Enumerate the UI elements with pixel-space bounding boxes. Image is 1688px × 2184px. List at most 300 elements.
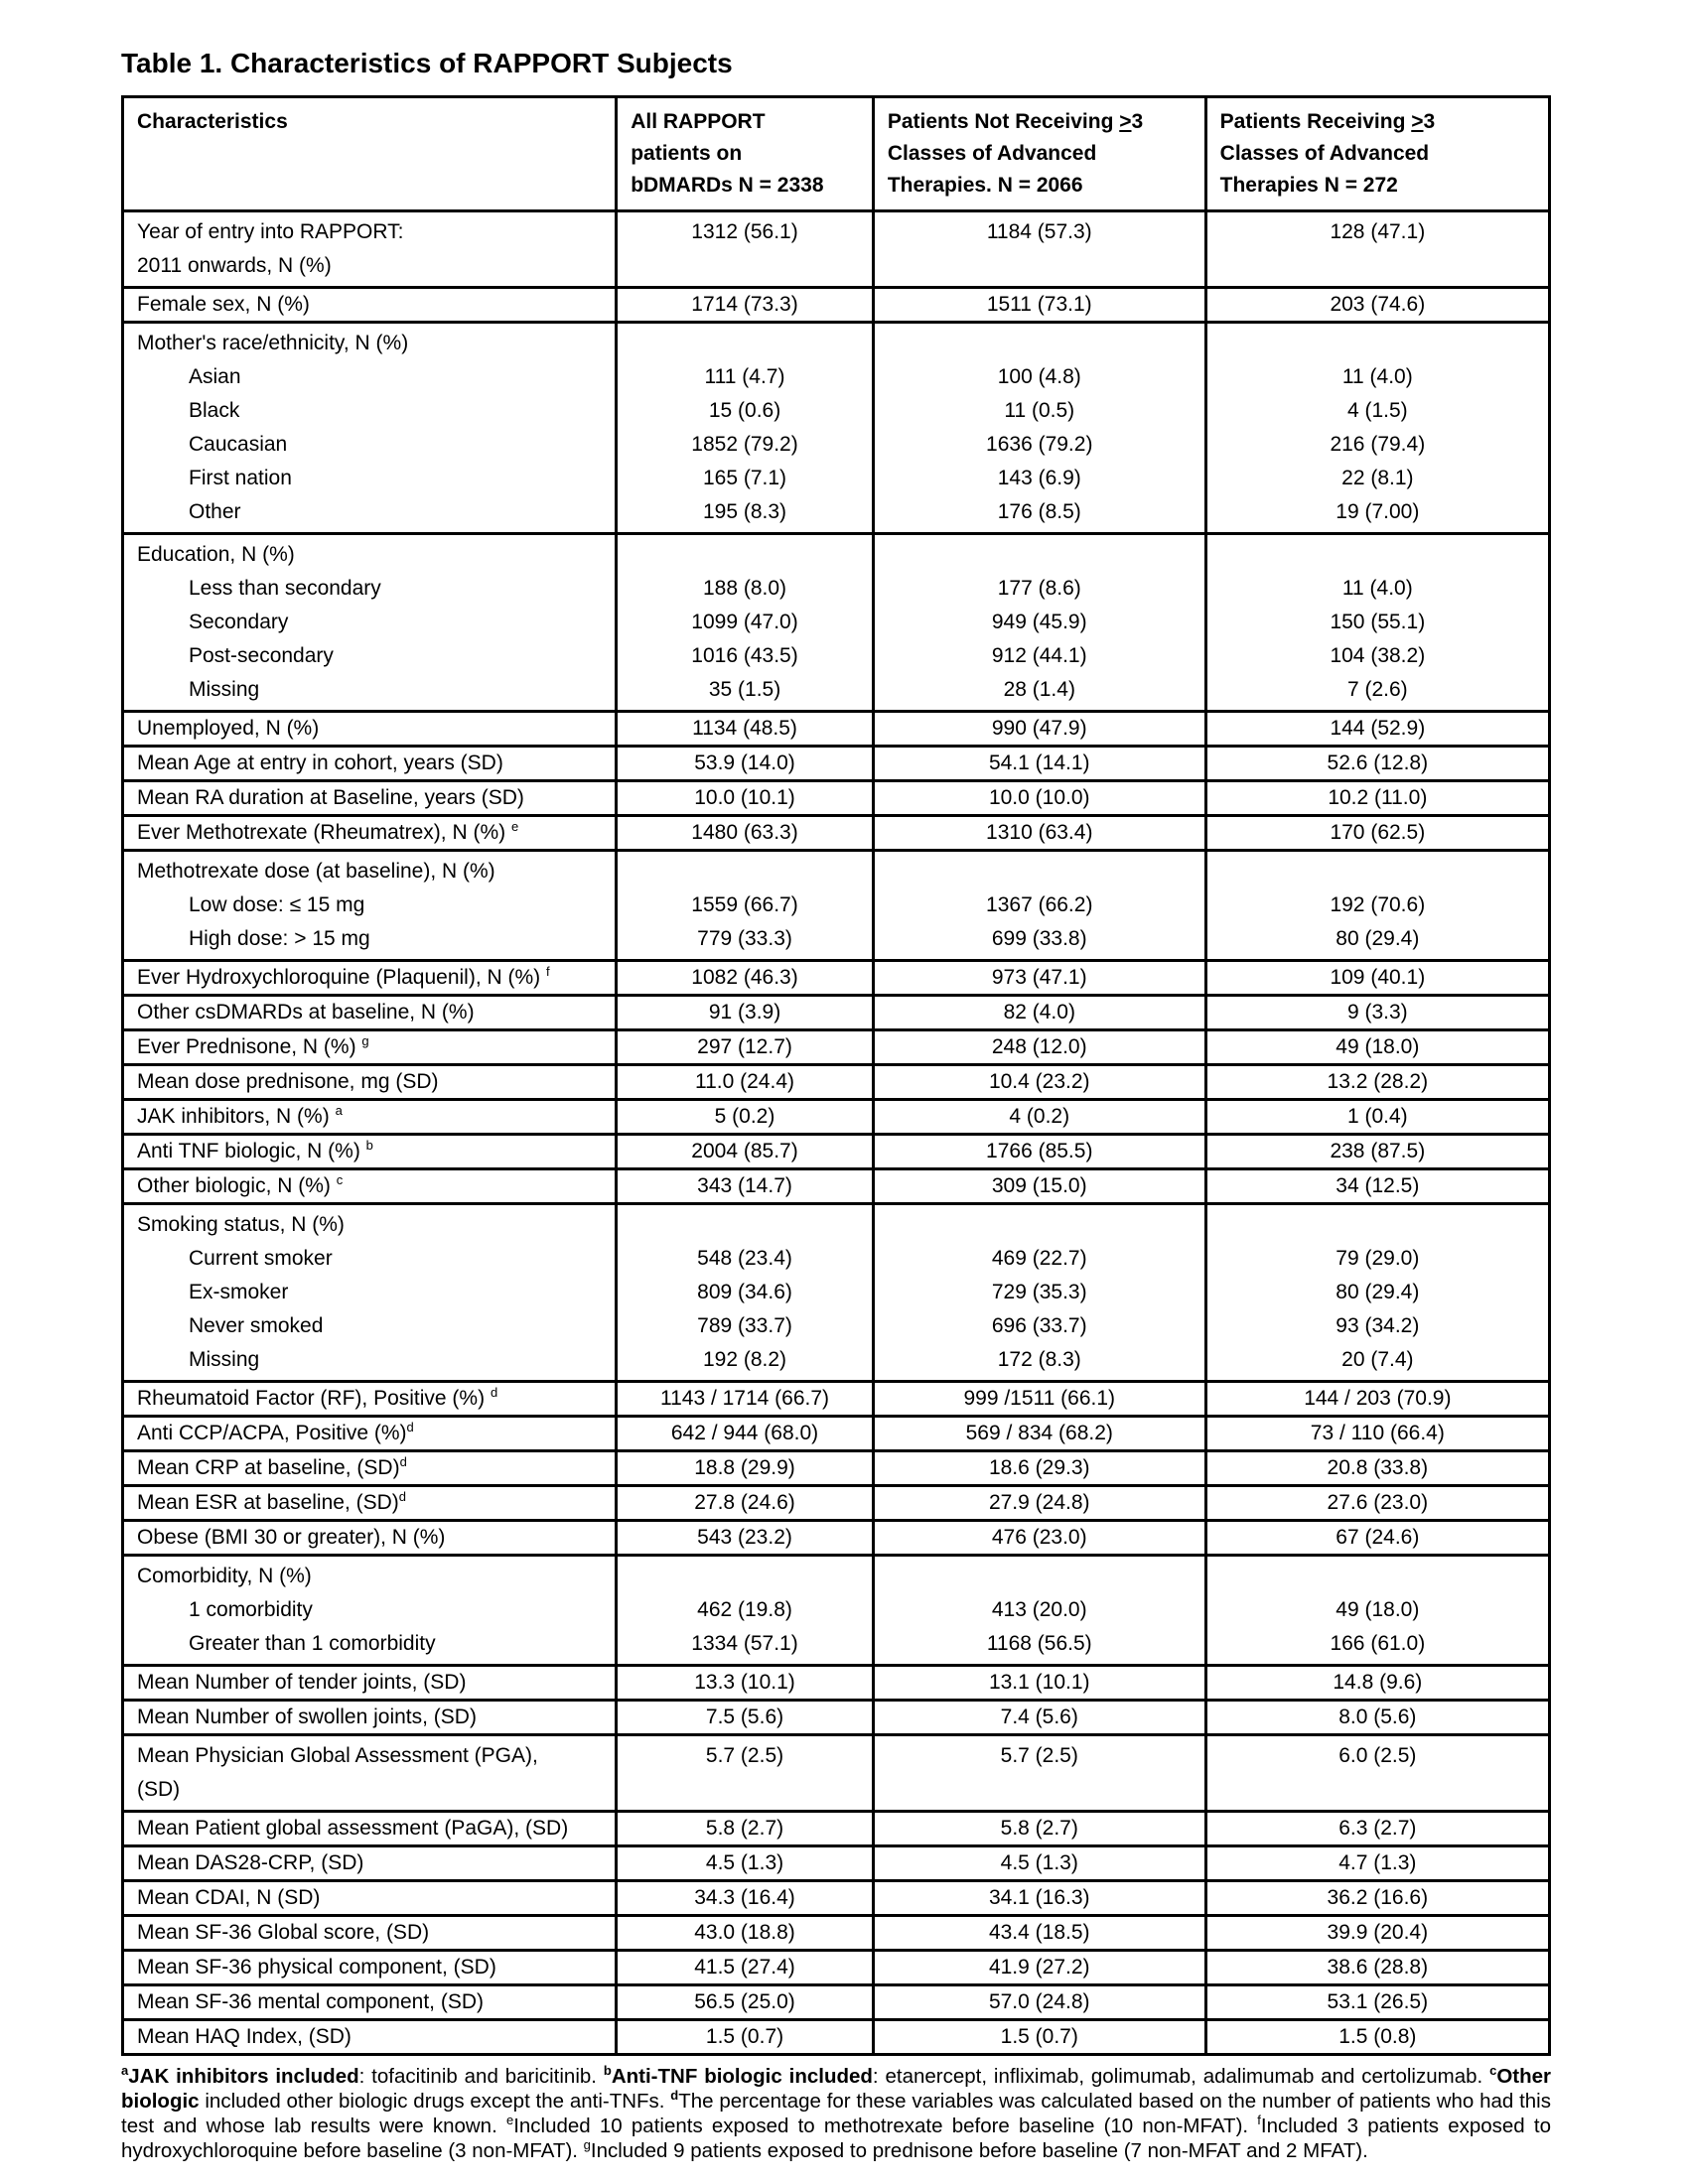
table-row [123,1065,1550,1100]
sub-item-label: Ex-smoker [189,1281,289,1303]
value-line: 111 (4.7) [704,365,785,388]
row-label: Mean SF-36 physical component, (SD) [123,1951,617,1985]
table-row [123,781,1550,816]
footnote-marker: f [546,964,550,979]
value-cell [617,323,874,534]
value-cell: 43.4 (18.5) [873,1916,1205,1951]
value-cell [617,1204,874,1382]
footnote-marker: a [121,2063,129,2079]
group-label: Smoking status, N (%) [137,1213,345,1236]
table-row [123,1812,1550,1846]
value-cell [873,851,1205,961]
group-label-cell [123,1204,617,1382]
value-cell: 1 (0.4) [1205,1100,1549,1135]
row-label-line: Year of entry into RAPPORT: [137,220,404,243]
value-cell [1205,1556,1549,1666]
value-cell [617,851,874,961]
value-cell: 1.5 (0.7) [873,2020,1205,2055]
value-cell: 10.0 (10.0) [873,781,1205,816]
value-line-blank [624,327,866,360]
value-line: 19 (7.00) [1336,500,1420,523]
value-line: 166 (61.0) [1330,1632,1426,1655]
row-label: Mean Age at entry in cohort, years (SD) [123,747,617,781]
value-cell: 170 (62.5) [1205,816,1549,851]
footnote-marker: c [1489,2063,1497,2079]
value-cell: 41.9 (27.2) [873,1951,1205,1985]
value-cell [1205,1735,1549,1812]
value-line: 779 (33.3) [697,927,792,950]
value-line: 11 (4.0) [1341,365,1413,388]
value-line-blank [624,1208,866,1242]
sub-item-label: Low dose: ≤ 15 mg [189,893,365,916]
value-cell: 5.8 (2.7) [873,1812,1205,1846]
row-label: Mean CRP at baseline, (SD)$^d$ [123,1451,617,1486]
row-label: Mean SF-36 Global score, (SD) [123,1916,617,1951]
footnote-bold: Anti-TNF biologic included [611,2065,873,2088]
table-row [123,288,1550,323]
value-cell: 309 (15.0) [873,1169,1205,1204]
column-header-line: Therapies. N = 2066 [887,174,1083,197]
group-label: Comorbidity, N (%) [137,1565,312,1587]
table-row [123,1486,1550,1521]
value-line: 5.7 (2.5) [1000,1744,1078,1767]
footnote-text: Included 3 patients exposed to hydroxychloroquine before baseline (3 non-MFAT). [121,2115,1551,2162]
value-line: 6.0 (2.5) [1338,1744,1417,1767]
value-cell: 4.5 (1.3) [873,1846,1205,1881]
table-row [123,747,1550,781]
table-row [123,1556,1550,1666]
footnote-marker: d [490,1385,498,1400]
sub-item-label: Greater than 1 comorbidity [189,1632,436,1655]
value-line: 1312 (56.1) [691,220,798,243]
value-line: 93 (34.2) [1336,1314,1420,1337]
value-cell: 7.4 (5.6) [873,1701,1205,1735]
value-cell: 13.2 (28.2) [1205,1065,1549,1100]
table-row [123,1100,1550,1135]
row-label: Mean SF-36 mental component, (SD) [123,1985,617,2020]
table-row [123,961,1550,996]
value-cell: 54.1 (14.1) [873,747,1205,781]
footnote-marker: b [365,1138,373,1153]
column-header-line: Patients Not Receiving >3 [887,110,1144,133]
value-line: 1367 (66.2) [986,893,1093,916]
table-row [123,1169,1550,1204]
row-label: Mean ESR at baseline, (SD)$^d$ [123,1486,617,1521]
value-cell [873,1204,1205,1382]
row-label-line: (SD) [137,1778,181,1801]
value-cell: 34.3 (16.4) [617,1881,874,1916]
value-cell: 9 (3.3) [1205,996,1549,1030]
value-cell: 38.6 (28.8) [1205,1951,1549,1985]
value-cell: 39.9 (20.4) [1205,1916,1549,1951]
value-line: 143 (6.9) [997,467,1081,489]
value-cell: 27.8 (24.6) [617,1486,874,1521]
value-line-blank [881,538,1198,572]
value-cell [873,534,1205,712]
value-line: 165 (7.1) [702,467,787,489]
value-line: 104 (38.2) [1330,644,1426,667]
value-cell: 5.8 (2.7) [617,1812,874,1846]
table-row [123,1881,1550,1916]
row-label: Rheumatoid Factor (RF), Positive (%) $^d$ [123,1382,617,1417]
value-line-blank [1213,1208,1542,1242]
value-line-blank [1213,855,1542,888]
value-line-blank [881,1560,1198,1593]
row-label: Anti CCP/ACPA, Positive (%)$^d$ [123,1417,617,1451]
column-header-line: Classes of Advanced [887,142,1097,165]
value-line: 35 (1.5) [708,678,781,701]
value-line: 177 (8.6) [997,577,1081,600]
value-cell: 34.1 (16.3) [873,1881,1205,1916]
row-label: Anti TNF biologic, N (%) $^b$ [123,1135,617,1169]
value-cell: 1.5 (0.7) [617,2020,874,2055]
value-cell: 18.8 (29.9) [617,1451,874,1486]
value-cell: 642 / 944 (68.0) [617,1417,874,1451]
value-line: 20 (7.4) [1341,1348,1414,1371]
page-title: Table 1. Characteristics of RAPPORT Subjects [121,48,733,78]
footnote-marker: d [406,1420,414,1434]
row-label: Mean Number of tender joints, (SD) [123,1666,617,1701]
value-line: 789 (33.7) [697,1314,792,1337]
row-label: Ever Hydroxychloroquine (Plaquenil), N (%) $^f$ [123,961,617,996]
value-line: 1559 (66.7) [691,893,798,916]
value-line-blank [1213,327,1542,360]
footnote-text: The percentage for these variables was calculated based on the number of patients who had this test and whose lab results were known. [121,2090,1551,2137]
table-row [123,534,1550,712]
value-cell: 4.5 (1.3) [617,1846,874,1881]
value-cell [873,323,1205,534]
value-cell: 1134 (48.5) [617,712,874,747]
table-row [123,712,1550,747]
value-line: 1184 (57.3) [986,220,1092,243]
value-line: 809 (34.6) [697,1281,792,1303]
row-label: Ever Prednisone, N (%) $^g$ [123,1030,617,1065]
value-cell [1205,851,1549,961]
footnote-marker: d [398,1489,407,1504]
value-line: 1334 (57.1) [691,1632,798,1655]
table-header [123,97,1550,211]
value-line: 11 (4.0) [1341,577,1413,600]
row-label: Mean Patient global assessment (PaGA), (SD) [123,1812,617,1846]
value-cell: 248 (12.0) [873,1030,1205,1065]
value-cell: 4.7 (1.3) [1205,1846,1549,1881]
value-cell: 7.5 (5.6) [617,1701,874,1735]
sub-item-label: Missing [189,678,260,701]
footnote-marker: e [505,2113,514,2128]
header-row [123,97,1550,211]
value-line: 548 (23.4) [697,1247,792,1270]
column-header-line: Patients Receiving >3 [1219,110,1436,133]
table-row [123,1521,1550,1556]
value-cell [1205,534,1549,712]
row-label: Other biologic, N (%) $^c$ [123,1169,617,1204]
table-row [123,1030,1550,1065]
footnote-marker: f [1257,2113,1261,2128]
column-header-line: All RAPPORT [631,110,766,133]
footnote-marker: d [670,2088,679,2104]
row-label: Mean DAS28-CRP, (SD) [123,1846,617,1881]
sub-item-label: 1 comorbidity [189,1598,313,1621]
value-line: 4 (1.5) [1346,399,1408,422]
value-cell: 27.6 (23.0) [1205,1486,1549,1521]
value-cell [617,211,874,288]
value-line: 22 (8.1) [1341,467,1414,489]
value-cell: 144 / 203 (70.9) [1205,1382,1549,1417]
value-cell: 14.8 (9.6) [1205,1666,1549,1701]
footnote-bold: JAK inhibitors included [128,2065,359,2088]
value-line: 413 (20.0) [991,1598,1087,1621]
value-cell: 52.6 (12.8) [1205,747,1549,781]
value-cell: 53.1 (26.5) [1205,1985,1549,2020]
value-line: 11 (0.5) [1004,399,1075,422]
value-line-blank [881,1208,1198,1242]
value-cell: 41.5 (27.4) [617,1951,874,1985]
value-cell: 10.0 (10.1) [617,781,874,816]
value-line: 7 (2.6) [1346,678,1408,701]
table-row [123,996,1550,1030]
value-cell: 1.5 (0.8) [1205,2020,1549,2055]
value-line: 176 (8.5) [997,500,1081,523]
value-line: 729 (35.3) [991,1281,1087,1303]
value-cell: 1310 (63.4) [873,816,1205,851]
value-cell: 8.0 (5.6) [1205,1701,1549,1735]
footnote-text: : tofacitinib and baricitinib. [358,2065,604,2088]
value-line-blank [624,855,866,888]
table-body [123,211,1550,2055]
value-cell: 144 (52.9) [1205,712,1549,747]
value-cell: 18.6 (29.3) [873,1451,1205,1486]
table-row [123,2020,1550,2055]
row-label: Mean dose prednisone, mg (SD) [123,1065,617,1100]
row-label: Unemployed, N (%) [123,712,617,747]
value-cell: 297 (12.7) [617,1030,874,1065]
row-label: Mean RA duration at Baseline, years (SD) [123,781,617,816]
row-label [123,211,617,288]
sub-item-label: Current smoker [189,1247,333,1270]
group-label-cell [123,851,617,961]
value-cell: 5 (0.2) [617,1100,874,1135]
value-cell: 82 (4.0) [873,996,1205,1030]
table-row [123,1985,1550,2020]
value-cell [873,1735,1205,1812]
table-row [123,211,1550,288]
sub-item-label: Missing [189,1348,260,1371]
value-line: 79 (29.0) [1336,1247,1420,1270]
value-cell: 1766 (85.5) [873,1135,1205,1169]
value-cell: 543 (23.2) [617,1521,874,1556]
value-line: 696 (33.7) [991,1314,1087,1337]
value-cell [617,534,874,712]
group-label-cell [123,534,617,712]
value-line: 15 (0.6) [708,399,781,422]
value-cell: 67 (24.6) [1205,1521,1549,1556]
row-label-line: 2011 onwards, N (%) [137,254,332,277]
value-cell: 53.9 (14.0) [617,747,874,781]
value-cell: 4 (0.2) [873,1100,1205,1135]
value-cell: 36.2 (16.6) [1205,1881,1549,1916]
row-label: Female sex, N (%) [123,288,617,323]
value-line: 100 (4.8) [997,365,1081,388]
row-label [123,1735,617,1812]
value-cell: 13.1 (10.1) [873,1666,1205,1701]
footnote-marker: a [335,1103,343,1118]
value-line: 128 (47.1) [1330,220,1426,243]
value-cell: 10.2 (11.0) [1205,781,1549,816]
table-row [123,1135,1550,1169]
value-cell: 10.4 (23.2) [873,1065,1205,1100]
row-label: Ever Methotrexate (Rheumatrex), N (%) $^e$ [123,816,617,851]
sub-item-label: Never smoked [189,1314,324,1337]
sub-item-label: First nation [189,467,292,489]
sub-item-label: Post-secondary [189,644,334,667]
column-header-line: Therapies N = 272 [1219,174,1398,197]
value-cell: 1082 (46.3) [617,961,874,996]
value-line: 5.7 (2.5) [705,1744,784,1767]
value-line-blank [881,855,1198,888]
value-cell: 1480 (63.3) [617,816,874,851]
value-line: 1852 (79.2) [691,433,798,456]
value-cell: 11.0 (24.4) [617,1065,874,1100]
row-label: Mean Number of swollen joints, (SD) [123,1701,617,1735]
table-row [123,1735,1550,1812]
row-label: JAK inhibitors, N (%) $^a$ [123,1100,617,1135]
table-row [123,1666,1550,1701]
value-cell: 999 /1511 (66.1) [873,1382,1205,1417]
value-line: 949 (45.9) [991,611,1087,633]
value-cell: 6.3 (2.7) [1205,1812,1549,1846]
footnote-marker: g [583,2137,591,2153]
table-row [123,323,1550,534]
group-label: Mother's race/ethnicity, N (%) [137,332,409,354]
footnote-marker: c [336,1172,344,1187]
footnote-marker: g [361,1033,369,1048]
value-cell: 34 (12.5) [1205,1169,1549,1204]
footnote-marker: b [603,2063,612,2079]
value-line-blank [1213,538,1542,572]
value-cell: 49 (18.0) [1205,1030,1549,1065]
footnote-text: Included 9 patients exposed to prednisone before baseline (7 non-MFAT and 2 MFAT). [590,2139,1368,2162]
table-row [123,1451,1550,1486]
value-cell: 91 (3.9) [617,996,874,1030]
sub-item-label: Secondary [189,611,289,633]
value-line-blank [624,1560,866,1593]
value-line-blank [1213,1560,1542,1593]
footnote-text: : etanercept, infliximab, golimumab, adalimumab and certolizumab. [872,2065,1490,2088]
value-cell: 238 (87.5) [1205,1135,1549,1169]
group-label: Methotrexate dose (at baseline), N (%) [137,860,495,883]
footnote-text: Included 10 patients exposed to methotrexate before baseline (10 non-MFAT). [513,2115,1258,2137]
value-cell: 57.0 (24.8) [873,1985,1205,2020]
value-cell: 73 / 110 (66.4) [1205,1417,1549,1451]
characteristics-table [121,95,1551,2056]
value-cell: 109 (40.1) [1205,961,1549,996]
value-line: 1636 (79.2) [986,433,1093,456]
group-label-cell [123,1556,617,1666]
table-row [123,851,1550,961]
table-row [123,1382,1550,1417]
value-line-blank [881,327,1198,360]
value-line: 216 (79.4) [1330,433,1426,456]
sub-item-label: Asian [189,365,241,388]
footnote-marker: d [399,1454,407,1469]
group-label-cell [123,323,617,534]
value-cell [873,1556,1205,1666]
value-cell: 56.5 (25.0) [617,1985,874,2020]
value-cell [1205,211,1549,288]
value-line: 188 (8.0) [702,577,787,600]
value-line: 469 (22.7) [991,1247,1087,1270]
sub-item-label: Black [189,399,240,422]
table-row [123,1951,1550,1985]
value-cell [617,1735,874,1812]
value-line: 1099 (47.0) [691,611,798,633]
row-label: Other csDMARDs at baseline, N (%) [123,996,617,1030]
value-line: 192 (8.2) [702,1348,787,1371]
value-cell: 13.3 (10.1) [617,1666,874,1701]
table-row [123,1701,1550,1735]
row-label-line: Mean Physician Global Assessment (PGA), [137,1744,538,1767]
group-label: Education, N (%) [137,543,295,566]
table-row [123,1204,1550,1382]
value-cell: 2004 (85.7) [617,1135,874,1169]
value-line: 462 (19.8) [697,1598,792,1621]
geq-symbol: > [1411,110,1424,133]
value-line-blank [624,538,866,572]
value-cell [873,211,1205,288]
value-line: 1168 (56.5) [986,1632,1092,1655]
value-cell: 1143 / 1714 (66.7) [617,1382,874,1417]
sub-item-label: Caucasian [189,433,288,456]
value-cell: 343 (14.7) [617,1169,874,1204]
column-header-line: Characteristics [137,110,288,133]
column-header-line: patients on [631,142,743,165]
sub-item-label: Other [189,500,241,523]
column-header-line: Classes of Advanced [1219,142,1430,165]
table-row [123,1916,1550,1951]
column-header-line: bDMARDs N = 2338 [631,174,824,197]
column-header [123,97,617,211]
column-header [873,97,1205,211]
sub-item-label: Less than secondary [189,577,381,600]
value-cell [1205,1204,1549,1382]
table-row [123,1417,1550,1451]
value-line: 195 (8.3) [702,500,787,523]
value-cell: 973 (47.1) [873,961,1205,996]
table-row [123,816,1550,851]
column-header [1205,97,1549,211]
value-line: 80 (29.4) [1336,1281,1420,1303]
table-row [123,1846,1550,1881]
value-line: 80 (29.4) [1336,927,1420,950]
value-line: 28 (1.4) [1003,678,1075,701]
value-cell [1205,323,1549,534]
footnote-text: included other biologic drugs except the anti-TNFs. [199,2090,671,2113]
value-cell: 1511 (73.1) [873,288,1205,323]
value-line: 699 (33.8) [991,927,1087,950]
value-cell: 990 (47.9) [873,712,1205,747]
geq-symbol: > [1119,110,1132,133]
footnote-bold: Other biologic [121,2065,1551,2113]
value-cell: 1714 (73.3) [617,288,874,323]
sub-item-label: High dose: > 15 mg [189,927,370,950]
row-label: Mean CDAI, N (SD) [123,1881,617,1916]
value-line: 1016 (43.5) [691,644,798,667]
value-cell: 203 (74.6) [1205,288,1549,323]
value-cell: 27.9 (24.8) [873,1486,1205,1521]
value-cell: 476 (23.0) [873,1521,1205,1556]
value-line: 49 (18.0) [1336,1598,1420,1621]
footnote [121,2064,1551,2163]
